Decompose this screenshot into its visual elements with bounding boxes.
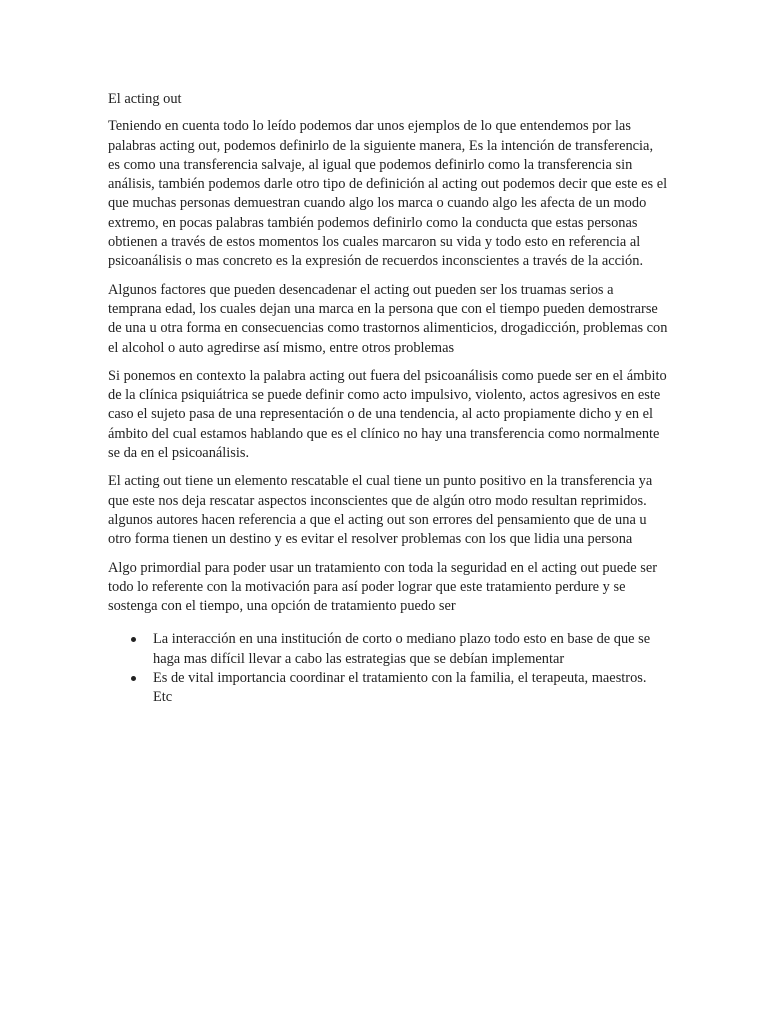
- list-item-text: La interacción en una institución de corto o mediano plazo todo esto en base de que se haga mas difícil llevar a cabo las estrategias que se debían implementar: [153, 631, 651, 667]
- paragraph-factors: Algunos factores que pueden desencadenar el acting out pueden ser los truamas serios a temprana edad, los cuales dejan una marca en la persona que con el tiempo pueden demostrarse de una u otra forma en consecuencias como trastornos alimenticios, drogadicción, problemas con el alcohol o auto agredirse así mismo, entre otros problemas: [108, 281, 668, 356]
- paragraph-positive-element: El acting out tiene un elemento rescatable el cual tiene un punto positivo en la transferencia ya que este nos deja rescatar aspectos inconscientes que de algún otro modo resultan reprimidos. algunos autores hacen referencia a que el acting out son errores del pensamiento que de una u otro forma tienen un destino y es evitar el resolver problemas con los que lidia una persona: [108, 473, 653, 548]
- document-title: El acting out: [108, 91, 182, 107]
- paragraph-treatment: Algo primordial para poder usar un tratamiento con toda la seguridad en el acting out puede ser todo lo referente con la motivación para así poder lograr que este tratamiento perdure y se sostenga con el tiempo, una opción de tratamiento puedo ser: [108, 559, 658, 615]
- list-item: [153, 630, 668, 669]
- treatment-bullet-list: [108, 630, 668, 707]
- list-item: [153, 669, 668, 708]
- list-item-text: Es de vital importancia coordinar el tratamiento con la familia, el terapeuta, maestros. Etc: [153, 670, 647, 706]
- bullet-icon: [131, 637, 136, 642]
- bullet-icon: [131, 676, 136, 681]
- paragraph-context: Si ponemos en contexto la palabra acting out fuera del psicoanálisis como puede ser en el ámbito de la clínica psiquiátrica se puede definir como acto impulsivo, violento, actos agresivos en este caso el sujeto pasa de una representación o de una tendencia, al acto propiamente dicho y en el ámbito del cual estamos hablando que es el clínico no hay una transferencia como normalmente se da en el psicoanálisis.: [108, 367, 667, 462]
- paragraph-definition: Teniendo en cuenta todo lo leído podemos dar unos ejemplos de lo que entendemos por las palabras acting out, podemos definirlo de la siguiente manera, Es la intención de transferencia, es como una transferencia salvaje, al igual que podemos definirlo como la transferencia sin análisis, también podemos darle otro tipo de definición al acting out podemos decir que este es el que muchas personas demuestran cuando algo los marca o cuando algo les afecta de un modo extremo, en pocas palabras también podemos definirlo como la conducta que estas personas obtienen a través de estos momentos los cuales marcaron su vida y todo esto en referencia al psicoanálisis o mas concreto es la expresión de recuerdos inconscientes a través de la acción.: [108, 118, 668, 270]
